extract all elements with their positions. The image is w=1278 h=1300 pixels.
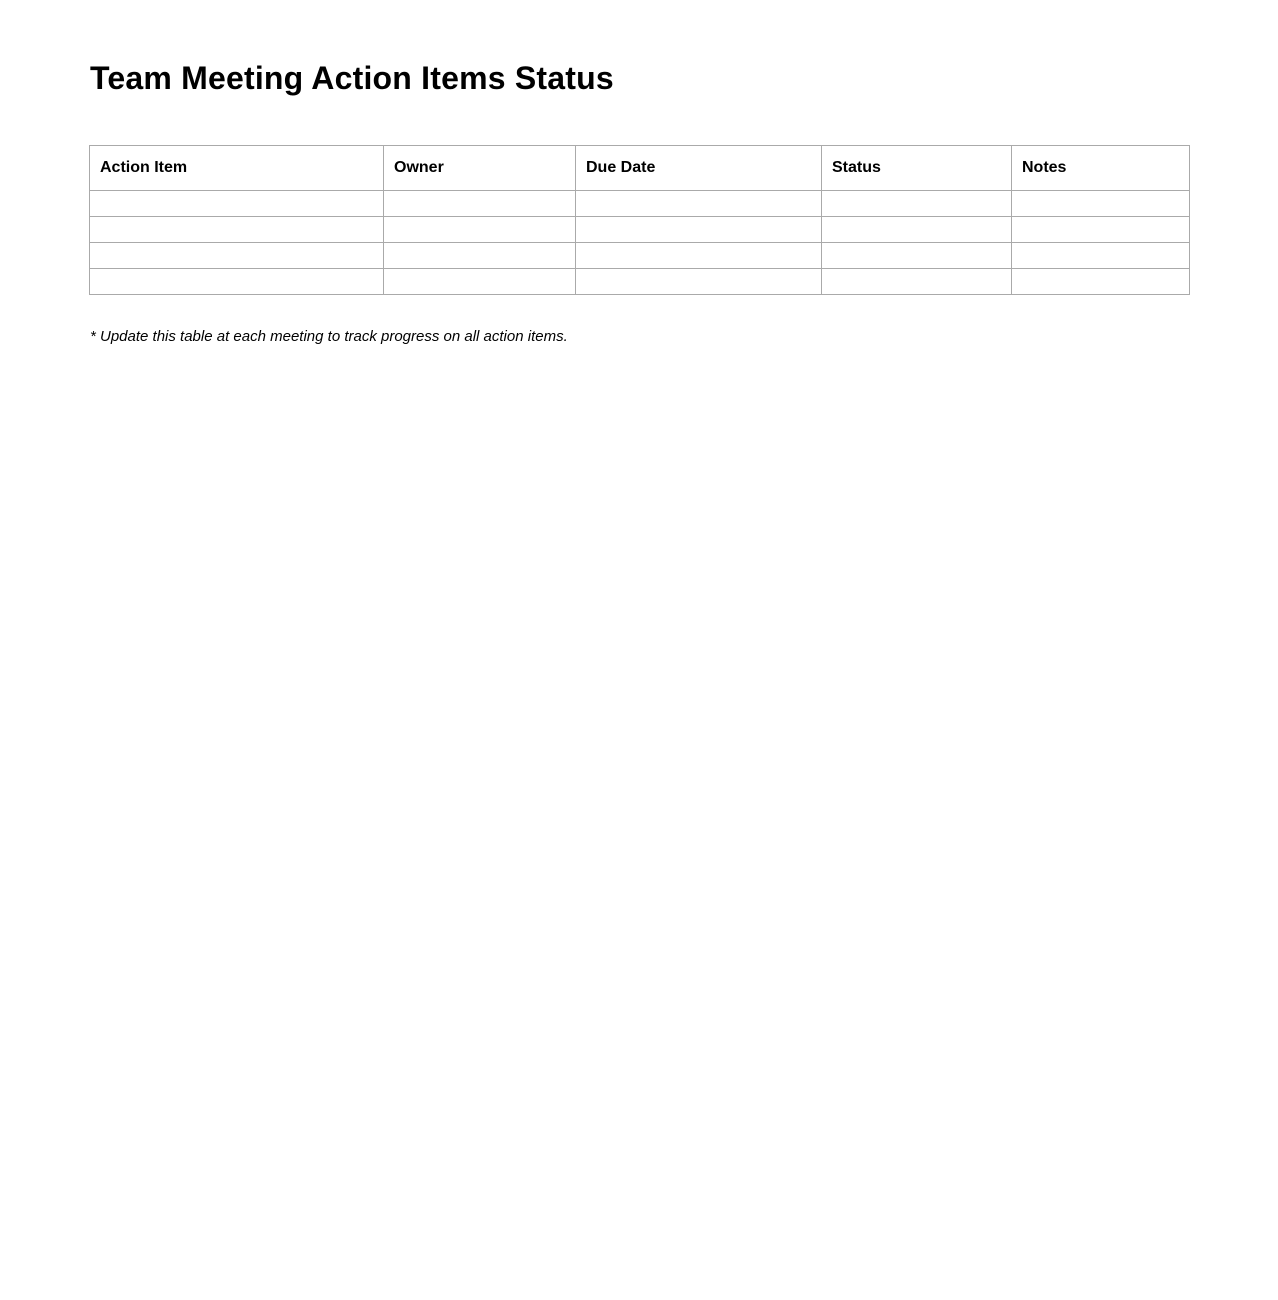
column-header-owner: Owner	[384, 146, 576, 191]
table-row	[90, 191, 1190, 217]
table-row	[90, 217, 1190, 243]
column-header-due-date: Due Date	[576, 146, 822, 191]
cell-action-item[interactable]	[90, 191, 384, 217]
cell-notes[interactable]	[1012, 243, 1190, 269]
cell-owner[interactable]	[384, 191, 576, 217]
footnote: * Update this table at each meeting to track progress on all action items.	[90, 328, 568, 345]
cell-owner[interactable]	[384, 217, 576, 243]
cell-status[interactable]	[822, 243, 1012, 269]
cell-notes[interactable]	[1012, 217, 1190, 243]
cell-status[interactable]	[822, 191, 1012, 217]
cell-owner[interactable]	[384, 269, 576, 295]
cell-action-item[interactable]	[90, 269, 384, 295]
cell-notes[interactable]	[1012, 269, 1190, 295]
table-row	[90, 269, 1190, 295]
cell-due-date[interactable]	[576, 243, 822, 269]
column-header-status: Status	[822, 146, 1012, 191]
cell-action-item[interactable]	[90, 217, 384, 243]
cell-due-date[interactable]	[576, 217, 822, 243]
cell-notes[interactable]	[1012, 191, 1190, 217]
cell-status[interactable]	[822, 269, 1012, 295]
cell-action-item[interactable]	[90, 243, 384, 269]
table-row	[90, 243, 1190, 269]
table-header-row	[90, 146, 1190, 191]
action-items-table	[89, 145, 1190, 295]
cell-owner[interactable]	[384, 243, 576, 269]
column-header-action-item: Action Item	[90, 146, 384, 191]
cell-status[interactable]	[822, 217, 1012, 243]
cell-due-date[interactable]	[576, 269, 822, 295]
column-header-notes: Notes	[1012, 146, 1190, 191]
cell-due-date[interactable]	[576, 191, 822, 217]
page-title: Team Meeting Action Items Status	[90, 60, 614, 96]
